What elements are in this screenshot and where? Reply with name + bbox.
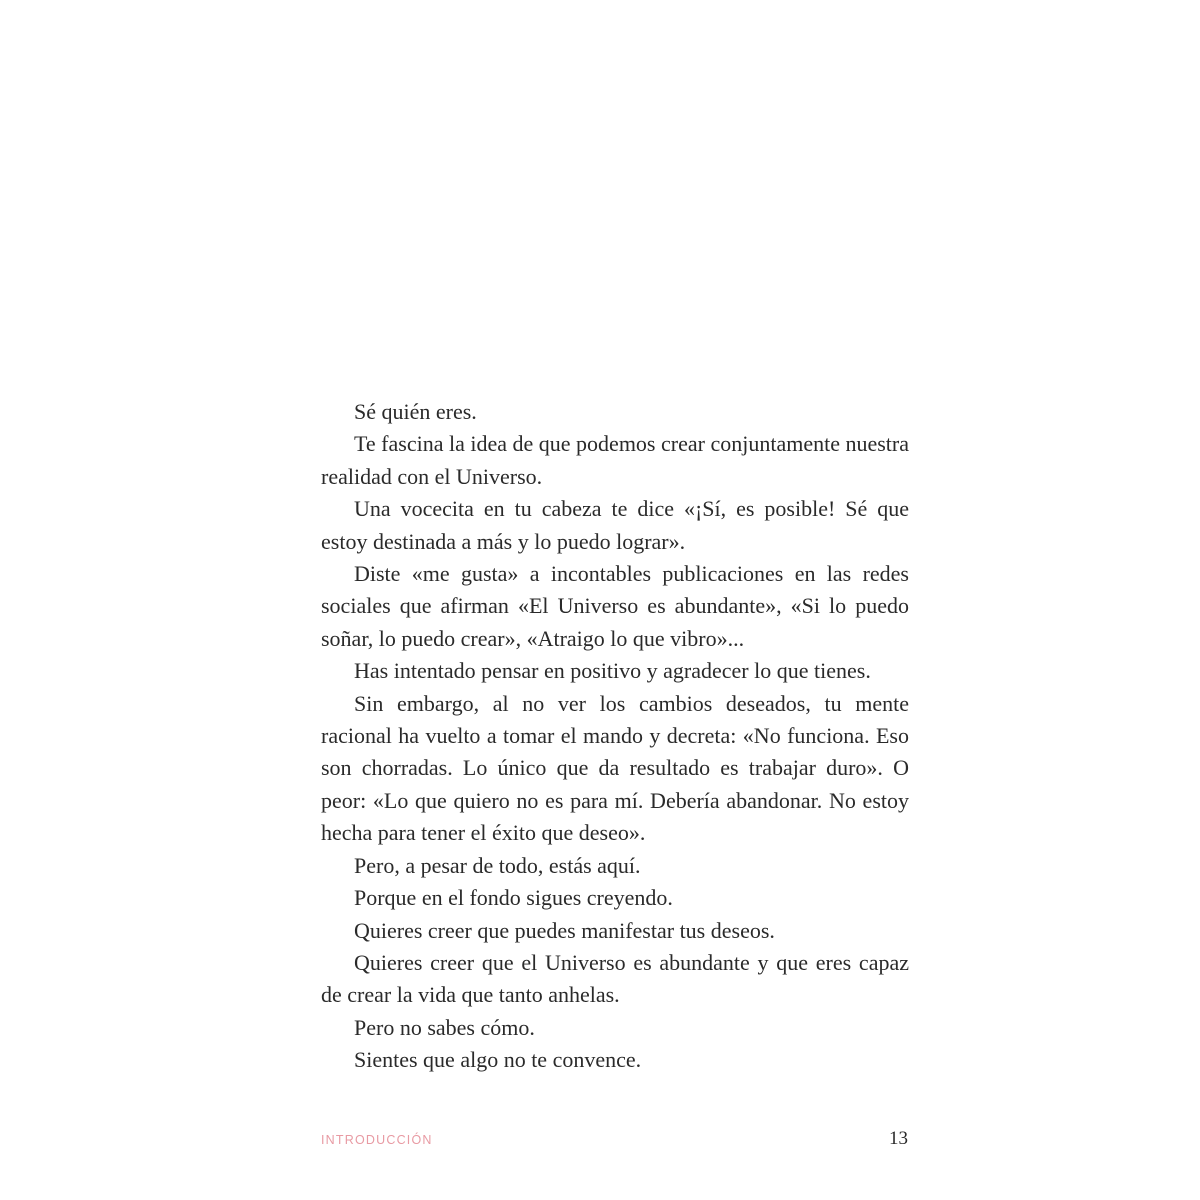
paragraph-8: Porque en el fondo sigues creyendo. bbox=[354, 885, 673, 911]
paragraph-5: Has intentado pensar en positivo y agradecer lo que tienes. bbox=[354, 658, 871, 684]
page-number: 13 bbox=[889, 1128, 908, 1149]
paragraph-12: Sientes que algo no te convence. bbox=[354, 1047, 642, 1073]
paragraph-7: Pero, a pesar de todo, estás aquí. bbox=[354, 852, 641, 878]
paragraph-10: Quieres creer que el Universo es abundante y que eres capaz de crear la vida que tanto anhelas. bbox=[321, 949, 909, 1008]
paragraph-4: Diste «me gusta» a incontables publicaciones en las redes sociales que afirman «El Universo es abundante», «Si lo puedo soñar, lo puedo crear», «Atraigo lo que vibro»... bbox=[321, 561, 909, 651]
paragraph-11: Pero no sabes cómo. bbox=[354, 1014, 535, 1040]
paragraph-1: Sé quién eres. bbox=[354, 399, 477, 424]
paragraph-9: Quieres creer que puedes manifestar tus deseos. bbox=[354, 917, 775, 943]
paragraph-6: Sin embargo, al no ver los cambios deseados, tu mente racional ha vuelto a tomar el mando y decreta: «No funciona. Eso son chorradas. Lo único que da resultado es trabajar duro». O peor: «Lo que quiero no es para mí. Debería abandonar. No estoy hecha para tener el éxito que deseo». bbox=[321, 690, 909, 846]
footer-section-title: INTRODUCCIÓN bbox=[321, 1133, 433, 1147]
paragraph-3: Una vocecita en tu cabeza te dice «¡Sí, es posible! Sé que estoy destinada a más y lo puedo lograr». bbox=[321, 496, 909, 554]
paragraph-2: Te fascina la idea de que podemos crear conjuntamente nuestra realidad con el Universo. bbox=[321, 431, 909, 489]
body-text bbox=[321, 396, 909, 1077]
